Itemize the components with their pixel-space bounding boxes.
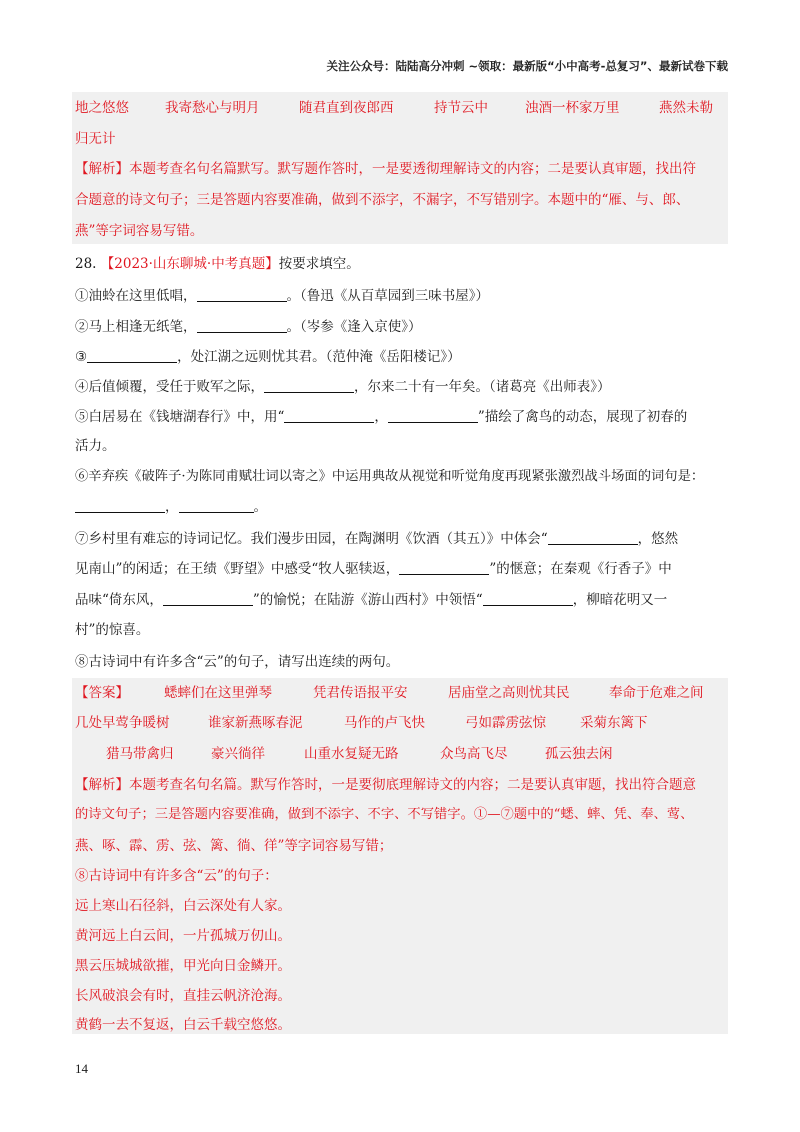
answer-item: 采菊东篱下 bbox=[580, 715, 648, 731]
question-item-4 bbox=[75, 375, 611, 399]
answer-blank[interactable] bbox=[399, 560, 489, 575]
question-instruction: 按要求填空。 bbox=[278, 256, 360, 272]
item-text: 。（鲁迅《从百草园到三味书屋》） bbox=[286, 288, 489, 304]
question-item-6-cont bbox=[75, 495, 267, 519]
answer-blank[interactable] bbox=[483, 591, 573, 606]
analysis-tag: 【解析】 bbox=[75, 777, 129, 793]
poem-line: 远上寒山石径斜，白云深处有人家。 bbox=[75, 898, 291, 914]
answer-blank[interactable] bbox=[284, 408, 374, 423]
poem-line: 黄河远上白云间，一片孤城万仞山。 bbox=[75, 928, 291, 944]
question-item-3 bbox=[75, 345, 461, 369]
item-text: ”的惬意；在秦观《行香子》中 bbox=[489, 561, 672, 577]
poem-line: 黄鹤一去不复返，白云千载空悠悠。 bbox=[75, 1017, 291, 1033]
question-item-8: ⑧古诗词中有许多含“云”的句子，请写出连续的两句。 bbox=[75, 654, 400, 670]
answer-item: 猎马带禽归 bbox=[106, 746, 174, 762]
answer-row-2 bbox=[75, 711, 728, 735]
item-text: ①油蛉在这里低唱， bbox=[75, 288, 197, 304]
question-item-7-line-2 bbox=[75, 557, 672, 581]
analysis-1-line-1 bbox=[75, 157, 696, 181]
question-item-7-line-3 bbox=[75, 588, 667, 612]
answer-item: 豪兴徜徉 bbox=[211, 746, 265, 762]
answer-item: 弓如霹雳弦惊 bbox=[465, 715, 546, 731]
poem-line: 黑云压城城欲摧，甲光向日金鳞开。 bbox=[75, 958, 291, 974]
analysis-2-line-3: 燕、啄、霹、雳、弦、篱、徜、徉”等字词容易写错； bbox=[75, 838, 393, 854]
top-answer-row-2: 归无计 bbox=[75, 131, 116, 147]
question-number: 28. bbox=[75, 256, 97, 272]
answer-blank[interactable] bbox=[75, 498, 165, 513]
analysis-text: 本题考查名句名篇。默写作答时，一是要彻底理解诗文的内容；二是要认真审题，找出符合题意 bbox=[129, 777, 696, 793]
top-answer-row-1 bbox=[75, 96, 728, 120]
question-item-6: ⑥辛弃疾《破阵子·为陈同甫赋壮词以寄之》中运用典故从视觉和听觉角度再现紧张激烈战斗场面的词句是： bbox=[75, 469, 705, 484]
item-text: ，处江湖之远则忧其君。（范仲淹《岳阳楼记》） bbox=[177, 349, 461, 365]
question-item-5 bbox=[75, 405, 687, 429]
answer-tag: 【答案】 bbox=[75, 685, 129, 701]
item-text: ⑦乡村里有难忘的诗词记忆。我们漫步田园，在陶渊明《饮酒（其五）》中体会“ bbox=[75, 531, 548, 547]
answer-blank[interactable] bbox=[197, 318, 287, 333]
item-text: ”的愉悦；在陆游《游山西村》中领悟“ bbox=[252, 592, 483, 608]
answer-blank[interactable] bbox=[179, 498, 254, 513]
answer-item: 我寄愁心与明月 bbox=[165, 100, 260, 116]
item-text: ⑤白居易在《钱塘湖春行》中，用“ bbox=[75, 409, 285, 425]
answer-item: 众鸟高飞尽 bbox=[440, 746, 508, 762]
item-text: ，尔来二十有一年矣。（诸葛亮《出师表》） bbox=[354, 379, 611, 395]
answer-item: 凭君传语报平安 bbox=[313, 685, 408, 701]
item-text: 品味“倚东风， bbox=[75, 592, 163, 608]
question-28-title bbox=[75, 252, 360, 276]
analysis-text: 本题考查名句名篇默写。默写题作答时，一是要透彻理解诗文的内容；二是要认真审题，找出符 bbox=[129, 161, 696, 177]
item-text: 。 bbox=[253, 499, 267, 515]
answer-item: 马作的卢飞快 bbox=[344, 715, 425, 731]
question-source: 【2023·山东聊城·中考真题】 bbox=[100, 256, 279, 272]
answer-item: 地之悠悠 bbox=[75, 100, 129, 116]
answer-row-1 bbox=[75, 681, 728, 705]
analysis-1-line-3: 燕”等字词容易写错。 bbox=[75, 223, 204, 239]
item-text: ②马上相逢无纸笔， bbox=[75, 319, 197, 335]
analysis-2-line-2: 的诗文句子；三是答题内容要准确，做到不添字、不字、不写错字。①—⑦题中的“蟋、蟀、凭、奉、莺、 bbox=[75, 807, 694, 822]
analysis-1-line-2: 合题意的诗文句子；三是答题内容要准确，做到不添字，不漏字，不写错别字。本题中的“雁、与、郎、 bbox=[75, 192, 690, 208]
answer-row-3 bbox=[75, 742, 728, 766]
question-item-1 bbox=[75, 284, 489, 308]
answer-item: 谁家新燕啄春泥 bbox=[208, 715, 303, 731]
answer-blank[interactable] bbox=[388, 408, 478, 423]
item-text: ”描绘了禽鸟的动态，展现了初春的 bbox=[477, 409, 688, 425]
answer-item: 随君直到夜郎西 bbox=[299, 100, 394, 116]
item-text: ，悠然 bbox=[637, 531, 679, 547]
answer-item: 持节云中 bbox=[434, 100, 488, 116]
answer-blank[interactable] bbox=[87, 348, 177, 363]
item-text: 见南山”的闲适；在王绩《野望》中感受“牧人驱犊返， bbox=[75, 561, 400, 577]
question-item-2 bbox=[75, 315, 422, 339]
answer-item: 蟋蟀们在这里弹琴 bbox=[164, 685, 272, 701]
item-text: ④后值倾覆，受任于败军之际， bbox=[75, 379, 264, 395]
answer-blank[interactable] bbox=[548, 530, 638, 545]
question-item-7 bbox=[75, 527, 678, 551]
item-text: 。（岑参《逢入京使》） bbox=[286, 319, 422, 335]
answer-blank[interactable] bbox=[264, 378, 354, 393]
answer-item: 几处早莺争暖树 bbox=[75, 715, 170, 731]
answer-blank[interactable] bbox=[163, 591, 253, 606]
poem-line: 长风破浪会有时，直挂云帆济沧海。 bbox=[75, 988, 291, 1004]
question-item-5-cont: 活力。 bbox=[75, 438, 116, 454]
item-text: ， bbox=[165, 499, 179, 515]
analysis-tag: 【解析】 bbox=[75, 161, 129, 177]
answer-item: 孤云独去闲 bbox=[545, 746, 613, 762]
answer-item: 奉命于危难之间 bbox=[609, 685, 704, 701]
item-text: ，柳暗花明又一 bbox=[572, 592, 668, 608]
analysis-2-line-4: ⑧古诗词中有许多含“云”的句子： bbox=[75, 868, 278, 884]
question-item-7-line-4: 村”的惊喜。 bbox=[75, 622, 150, 638]
answer-blank[interactable] bbox=[197, 287, 287, 302]
answer-item: 浊酒一杯家万里 bbox=[525, 100, 620, 116]
analysis-2-line-1 bbox=[75, 773, 696, 797]
page-number: 14 bbox=[75, 1061, 88, 1076]
item-text: ③ bbox=[75, 349, 88, 365]
page-header: 关注公众号：陆陆高分冲刺 ~领取：最新版“小中高考-总复习”、最新试卷下载 bbox=[326, 59, 728, 73]
answer-item: 居庙堂之高则忧其民 bbox=[448, 685, 570, 701]
item-text: ， bbox=[374, 409, 388, 425]
answer-item: 燕然未勒 bbox=[659, 100, 713, 116]
answer-item: 山重水复疑无路 bbox=[304, 746, 399, 762]
